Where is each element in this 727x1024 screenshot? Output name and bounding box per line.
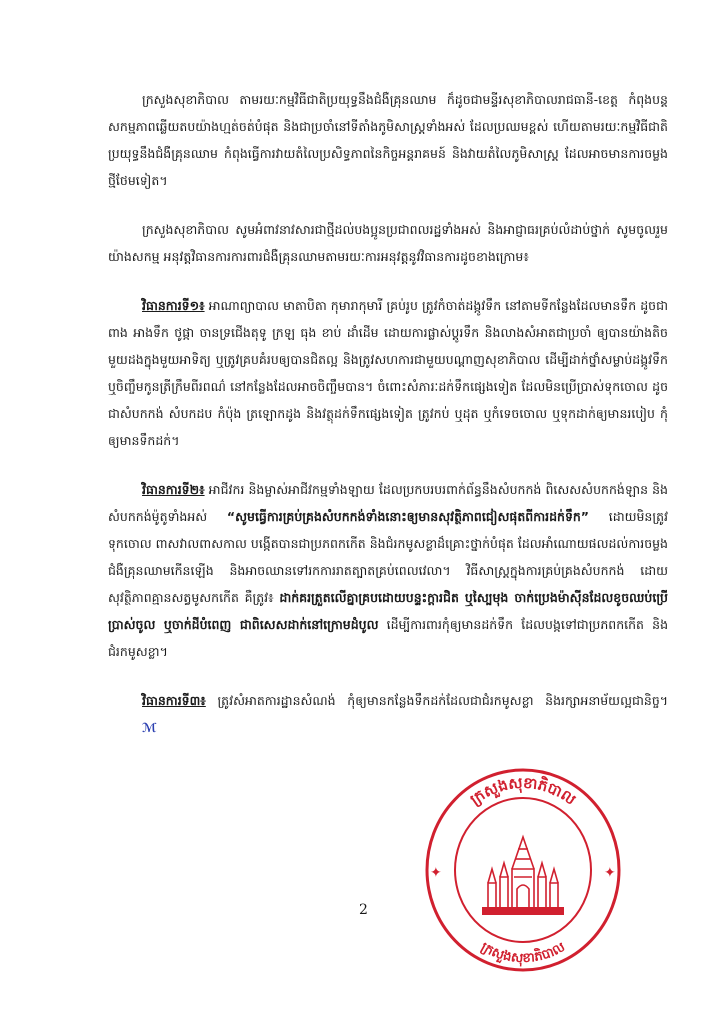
measure-1-heading: វិធានការទី១៖ [142,298,205,313]
measure-2-after-2: ដើម្បីការពារកុំឲ្យមានដក់ទឹក ដែលបង្កទៅជាប្រភពកកើត និងជំរកមូសខ្លា។ [108,617,669,659]
initials-signature: ℳ [142,720,157,735]
page-number: 2 [359,902,368,918]
measure-3 [108,687,668,741]
stamp-bottom-text: ក្រសួងសុខាភិបាល [478,939,568,967]
measure-2-emphasis: “សូមធ្វើការគ្រប់គ្រងសំបកកង់ទាំងនោះឲ្យមានសុវត្ថិភាពជៀសផុតពីការដក់ទឹក” [226,509,590,524]
measure-3-text: ត្រូវសំអាតការដ្ឋានសំណង់ កុំឲ្យមានកន្លែងទឹកដក់ដែលជាជំរកមូសខ្លា និងរក្សាអនាម័យល្អជានិច្ច។ [205,693,668,708]
measure-2-heading: វិធានការទី២៖ [142,482,205,497]
measure-3-heading: វិធានការទី៣៖ [142,693,206,708]
paragraph-2: ក្រសួងសុខាភិបាល សូមអំពាវនាវសារជាថ្មីដល់បងប្អូនប្រជាពលរដ្ឋទាំងអស់ និងអាជ្ញាធរគ្រប់លំដាប់ថ្នាក់ សូមចូលរួមយ៉ាងសកម្ម អនុវត្តវិធានការការពារជំងឺគ្រុនឈាមតាមរយៈការអនុវត្តនូវវិធានការដូចខាងក្រោម៖ [108,222,668,264]
temple-emblem [482,837,564,915]
measure-2 [108,476,668,665]
document-body [108,86,668,759]
paragraph-1: ក្រសួងសុខាភិបាល តាមរយៈកម្មវិធីជាតិប្រយុទ្ធនឹងជំងឺគ្រុនឈាម ក៏ដូចជាមន្ទីរសុខាភិបាលរាជធានី-ខេត្ត កំពុងបន្តសកម្មភាពឆ្លើយតបយ៉ាងហ្មត់ចត់បំផុត និងជាប្រចាំនៅទីតាំងភូមិសាស្ត្រទាំងអស់ ដែលប្រឈមខ្ពស់ ហើយតាមរយៈកម្មវិធីជាតិប្រយុទ្ធនឹងជំងឺគ្រុនឈាម កំពុងធ្វើការវាយតំលៃប្រសិទ្ធភាពនៃកិច្ចអន្តរាគមន៍ និងវាយតំលៃភូមិសាស្ត្រ ដែលអាចមានការចម្លងថ្មីថែមទៀត។ [108,92,668,188]
official-stamp [422,765,624,975]
measure-2-after: ដោយមិនត្រូវទុកចោល ពាសវាលពាសកាល បង្កើតបានជាប្រភពកកើត និងជំរកមូសខ្លាដ៏គ្រោះថ្នាក់បំផុត ដែលអាំណោយផលដល់ការចម្លងជំងឺគ្រុនឈាមកើនឡើង និងអាចឈានទៅរកការរាតត្បាតគ្រប់ពេលវេលា។ វិធីសាស្ត្រក្នុងការគ្រប់គ្រងសំបកកង់ ដោយសុវត្ថិភាពគ្មានសត្វមូសកកើត គឺត្រូវ៖ [108,509,668,605]
measure-2-emphasis-2: ដាក់គរត្រួតលើគ្នាគ្របដោយបន្ទះក្តារជិត ឬស្បៃមុង ចាក់ប្រេងម៉ាស៊ីនដែលខូចឈប់ប្រើប្រាស់ចូល ឬចាក់ដីបំពេញ ជាពិសេសដាក់នៅក្រោមដំបូល [108,590,668,632]
measure-2-text: អាជីវករ និងម្ចាស់អាជីវកម្មទាំងឡាយ ដែលប្រកបរបរពាក់ព័ន្ធនឹងសំបកកង់ ពិសេសសំបកកង់ឡាន និងសំបកកង់ម៉ូតូទាំងអស់ [108,482,668,524]
stamp-star-left: ✦ [430,865,442,881]
measure-1-text: អាណាព្យាបាល មាតាបិតា កុមារាកុមារី គ្រប់រូប ត្រូវកំចាត់ដង្កូវទឹក នៅតាមទីកន្លែងដែលមានទឹក ដូចជា ពាង អាងទឹក ថូផ្កា ចានទ្រជើងតុទូ ក្រឡ ធុង ខាប់ ដាំដើម ដោយការផ្លាស់ប្តូរទឹក និងលាងសំអាតជាប្រចាំ ឲ្យបានយ៉ាងតិចមួយដងក្នុងមួយអាទិត្យ ឬត្រូវគ្របគំរបឲ្យបានជិតល្អ និងត្រូវសហការជាមួយបណ្តាញសុខាភិបាល ដើម្បីដាក់ថ្នាំសម្លាប់ដង្កូវទឹក ឬចិញ្ចឹមកូនត្រីក្រឹមពីរពណ៌ នៅកន្លែងដែលអាចចិញ្ចឹមបាន។ ចំពោះសំភារៈដក់ទឹកផ្សេងទៀត ដែលមិនប្រើប្រាស់ទុកចោល ដូចជាសំបកកង់ សំបកដប កំប៉ុង ត្រឡោកដូង និងវត្ថុដក់ទឹកផ្សេងទៀត ត្រូវកប់ ឬដុត ឬកំទេចចោល ឬទុកដាក់ឲ្យមានរបៀប កុំឲ្យមានទឹកដក់។ [108,298,668,448]
stamp-star-right: ✦ [604,865,616,881]
stamp-top-text: ក្រសួងសុខាភិបាល [466,773,580,809]
stamp-inner-ring [455,798,591,942]
measure-1 [108,292,668,454]
